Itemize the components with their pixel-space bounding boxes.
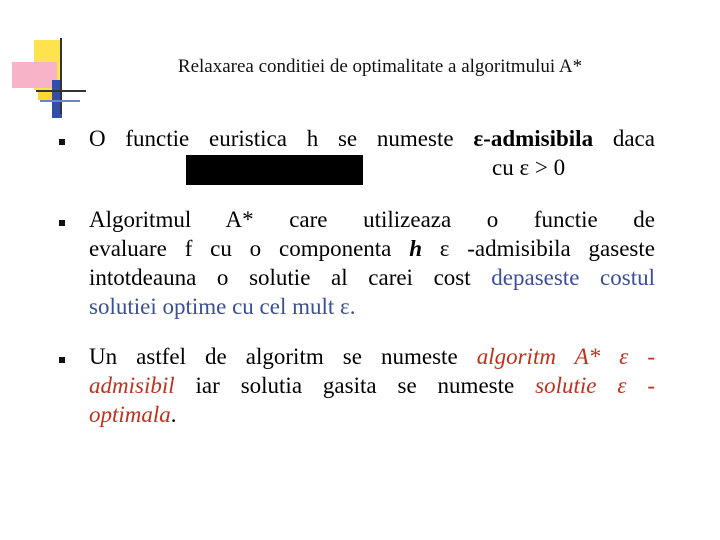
bullet2-h: h (409, 236, 422, 261)
bullet3-line1 (89, 342, 655, 371)
bullet2-line3-pre: intotdeauna o solutie al carei cost (89, 265, 492, 290)
bullet2-line2 (89, 234, 655, 263)
bullet1-condition: cu ε > 0 (492, 155, 566, 180)
decor-yellow-small-square (38, 92, 52, 100)
bullet3-period: . (170, 402, 177, 427)
bullet2-line3 (89, 263, 655, 292)
bullet2-line2-post: ε -admisibila gaseste (422, 236, 655, 261)
decor-horizontal-line-blue (40, 100, 80, 102)
bullet3-term-1b: admisibil (89, 373, 175, 398)
bullet3-line2-mid: iar solutia gasita se numeste (174, 373, 536, 398)
bullet-text-1 (89, 124, 655, 182)
bullet-marker-1 (59, 139, 65, 145)
bullet3-term-2b: optimala (89, 402, 171, 427)
bullet1-line2 (89, 153, 655, 182)
bullet1-text-pre: O functie euristica h se numeste (89, 126, 474, 151)
bullet1-term: ε-admisibila (473, 126, 594, 151)
bullet2-highlight-1: depaseste costul (491, 265, 655, 290)
bullet1-line1 (89, 124, 655, 153)
bullet-text-2 (89, 205, 655, 321)
bullet1-text-post: daca (593, 126, 655, 151)
slide-title: Relaxarea conditiei de optimalitate a algoritmului A* (177, 56, 583, 77)
decor-pink-square (12, 62, 57, 88)
bullet3-line1-pre: Un astfel de algoritm se numeste (89, 344, 477, 369)
bullet2-line2-pre: evaluare f cu o componenta (89, 236, 410, 261)
bullet2-line4: solutiei optime cu cel mult ε. (89, 294, 356, 319)
bullet-text-3 (89, 342, 655, 429)
bullet3-term-1: algoritm A* ε - (476, 344, 655, 369)
redacted-formula (186, 155, 363, 185)
bullet-marker-2 (59, 220, 65, 226)
bullet3-line3 (89, 400, 655, 429)
decor-vertical-line (60, 38, 62, 114)
bullet3-line2 (89, 371, 655, 400)
decor-horizontal-line (36, 90, 86, 92)
bullet2-line1: Algoritmul A* care utilizeaza o functie de (89, 207, 655, 232)
bullet3-term-2: solutie ε - (535, 373, 655, 398)
bullet-marker-3 (59, 357, 65, 363)
